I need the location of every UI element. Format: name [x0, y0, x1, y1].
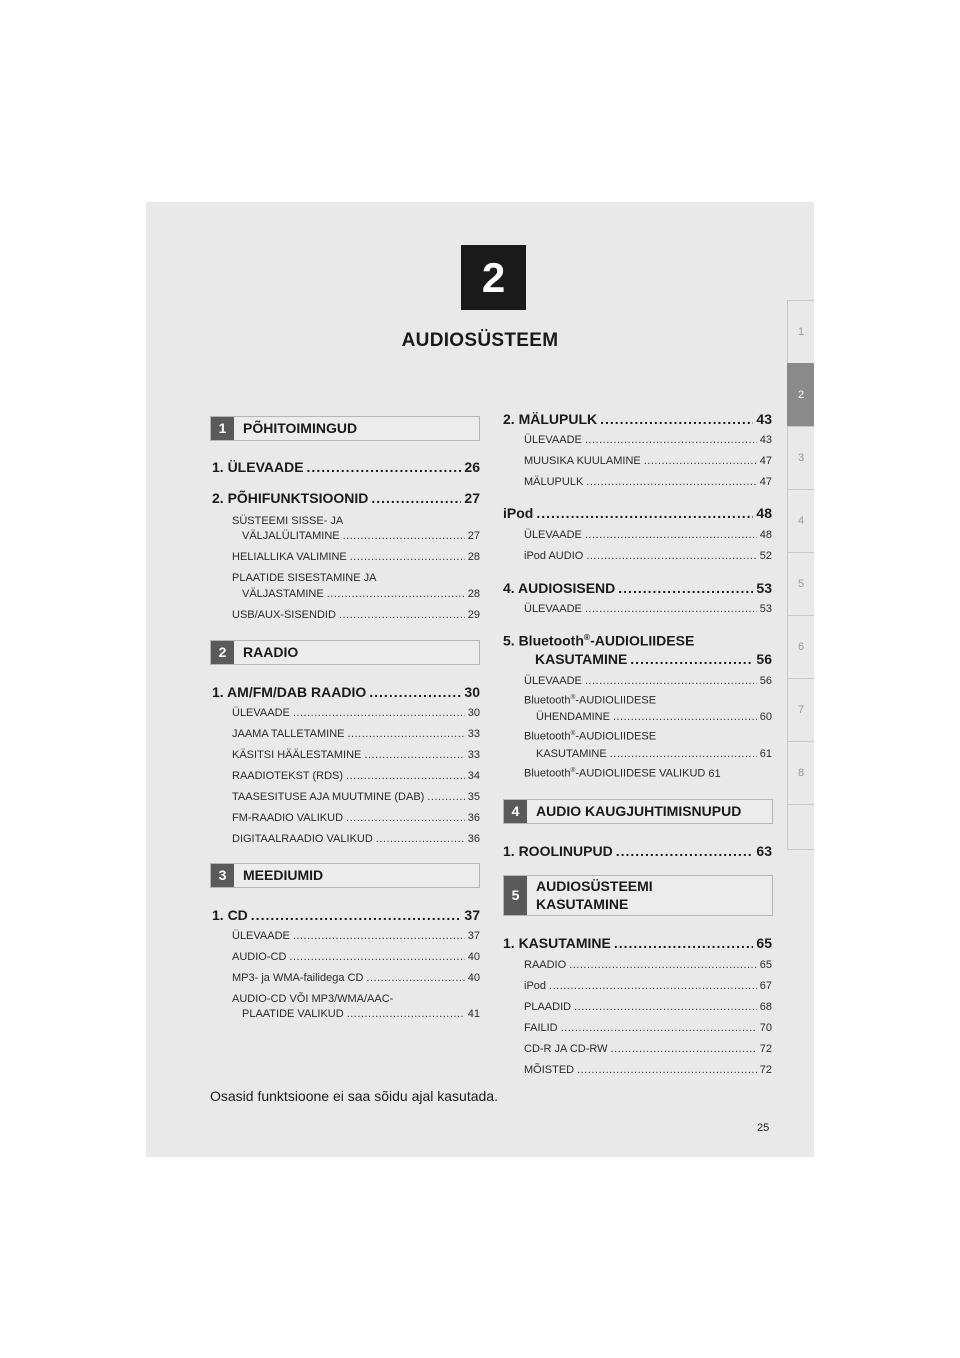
toc-entry-title: 1. ROOLINUPUD	[503, 843, 613, 859]
toc-sub-entry[interactable]	[524, 1001, 772, 1013]
toc-sub-page: 56	[759, 675, 772, 687]
toc-sub-page: 67	[759, 980, 772, 992]
tab-8[interactable]: 8	[787, 741, 814, 804]
chapter-number-box: 2	[461, 245, 526, 310]
toc-sub-entry[interactable]	[232, 749, 480, 761]
toc-entry-page: 53	[756, 580, 772, 596]
toc-sub-title: iPod	[524, 980, 547, 992]
toc-sub-entry[interactable]	[524, 455, 772, 467]
toc-sub-page: 72	[759, 1064, 772, 1076]
tab-blank	[787, 804, 814, 850]
toc-sub-title: ÜLEVAADE	[524, 675, 582, 687]
toc-entry[interactable]	[503, 843, 772, 859]
toc-entry-page: 65	[756, 935, 772, 951]
section-header-4	[503, 799, 773, 824]
toc-entry-page: 63	[756, 843, 772, 859]
toc-sub-entry[interactable]	[232, 707, 480, 719]
toc-sub-page: 61	[759, 748, 772, 760]
toc-sub-title: ÜLEVAADE	[524, 434, 582, 446]
toc-sub-entry[interactable]	[524, 550, 772, 562]
toc-entry[interactable]	[212, 490, 480, 506]
section-label: RAADIO	[243, 644, 299, 660]
toc-sub-line1[interactable]	[524, 694, 656, 707]
toc-sub-page: 41	[467, 1008, 480, 1020]
toc-entry[interactable]	[503, 411, 772, 427]
toc-sub-entry[interactable]	[524, 1022, 772, 1034]
toc-sub-title: iPod AUDIO	[524, 550, 584, 562]
toc-sub-page: 65	[759, 959, 772, 971]
toc-sub-entry[interactable]	[524, 603, 772, 615]
registered-mark: ®	[583, 632, 591, 642]
toc-sub-title: KÄSITSI HÄÄLESTAMINE	[232, 749, 362, 761]
section-header-5	[503, 875, 773, 916]
toc-sub-page: 52	[759, 550, 772, 562]
toc-sub-entry[interactable]	[536, 711, 772, 723]
toc-entry-page: 27	[464, 490, 480, 506]
toc-sub-entry[interactable]	[524, 980, 772, 992]
toc-sub-line1[interactable]	[524, 730, 656, 743]
toc-sub-title: MÄLUPULK	[524, 476, 584, 488]
toc-sub-page: 34	[467, 770, 480, 782]
toc-entry[interactable]	[503, 580, 772, 596]
toc-sub-page: 30	[467, 707, 480, 719]
toc-sub-page: 72	[759, 1043, 772, 1055]
chapter-title: AUDIOSÜSTEEM	[401, 330, 559, 351]
toc-entry-title: 4. AUDIOSISEND	[503, 580, 616, 596]
toc-sub-title: KASUTAMINE	[536, 748, 607, 760]
toc-sub-entry[interactable]	[524, 959, 772, 971]
toc-entry-title: KASUTAMINE	[535, 651, 628, 667]
toc-sub-title: Bluetooth®-AUDIOLIIDESE VALIKUD	[524, 767, 706, 780]
toc-sub-title: ÜLEVAADE	[524, 529, 582, 541]
toc-sub-title: VÄLJALÜLITAMINE	[242, 530, 340, 542]
toc-sub-title: HELIALLIKA VALIMINE	[232, 551, 347, 563]
toc-sub-entry[interactable]	[232, 951, 480, 963]
toc-sub-entry[interactable]	[242, 530, 480, 542]
toc-sub-title: ÜHENDAMINE	[536, 711, 610, 723]
tab-5[interactable]: 5	[787, 552, 814, 615]
toc-sub-title: RAADIOTEKST (RDS)	[232, 770, 344, 782]
toc-sub-entry[interactable]	[232, 833, 480, 845]
toc-sub-page: 36	[467, 812, 480, 824]
toc-sub-entry[interactable]	[524, 529, 772, 541]
toc-sub-title: FM-RAADIO VALIKUD	[232, 812, 344, 824]
section-header-3	[210, 863, 480, 888]
toc-sub-page: 61	[708, 767, 721, 780]
toc-entry-title: 1. ÜLEVAADE	[212, 459, 304, 475]
toc-sub-page: 28	[467, 588, 480, 600]
toc-sub-title: RAADIO	[524, 959, 567, 971]
toc-sub-entry[interactable]	[232, 930, 480, 942]
toc-sub-entry[interactable]	[232, 609, 480, 621]
toc-sub-title: PLAATIDE VALIKUD	[242, 1008, 344, 1020]
toc-sub-entry[interactable]	[524, 1043, 772, 1055]
toc-sub-entry[interactable]	[242, 1008, 480, 1020]
toc-entry-title: 2. MÄLUPULK	[503, 411, 598, 427]
toc-sub-page: 47	[759, 455, 772, 467]
toc-entry-title: 1. AM/FM/DAB RAADIO	[212, 684, 367, 700]
toc-sub-title-rest: -AUDIOLIIDESE	[575, 694, 657, 707]
toc-sub-entry[interactable]	[232, 728, 480, 740]
toc-sub-page: 36	[467, 833, 480, 845]
toc-sub-page: 33	[467, 749, 480, 761]
toc-entry-line1[interactable]	[503, 632, 694, 649]
toc-sub-page: 43	[759, 434, 772, 446]
section-header-1	[210, 416, 480, 441]
toc-entry-page: 26	[464, 459, 480, 475]
toc-entry[interactable]	[212, 684, 480, 700]
toc-sub-page: 68	[759, 1001, 772, 1013]
toc-sub-page: 40	[467, 951, 480, 963]
toc-sub-entry[interactable]	[524, 434, 772, 446]
toc-sub-line1[interactable]: AUDIO-CD VÕI MP3/WMA/AAC-	[232, 993, 394, 1005]
toc-sub-title: TAASESITUSE AJA MUUTMINE (DAB)	[232, 791, 425, 803]
toc-sub-entry[interactable]	[232, 551, 480, 563]
toc-entry-title-rest: -AUDIOLIIDESE	[590, 632, 695, 649]
section-number: 3	[211, 864, 234, 887]
toc-sub-title: MUUSIKA KUULAMINE	[524, 455, 641, 467]
toc-sub-entry[interactable]	[524, 1064, 772, 1076]
toc-sub-title: JAAMA TALLETAMINE	[232, 728, 345, 740]
toc-sub-entry[interactable]	[524, 675, 772, 687]
toc-sub-entry[interactable]	[242, 588, 480, 600]
toc-sub-page: 53	[759, 603, 772, 615]
toc-sub-title: CD-R JA CD-RW	[524, 1043, 608, 1055]
toc-sub-title: PLAADID	[524, 1001, 572, 1013]
toc-sub-entry[interactable]	[232, 812, 480, 824]
toc-sub-title: MÕISTED	[524, 1064, 575, 1076]
page-number: 25	[757, 1122, 770, 1134]
toc-sub-title: DIGITAALRAADIO VALIKUD	[232, 833, 373, 845]
section-label: AUDIOSÜSTEEMI KASUTAMINE	[536, 878, 653, 912]
toc-entry-page: 37	[464, 907, 480, 923]
toc-sub-entry[interactable]	[232, 770, 480, 782]
toc-sub-title: AUDIO-CD	[232, 951, 287, 963]
toc-sub-entry[interactable]	[232, 791, 480, 803]
toc-entry-page: 48	[756, 505, 772, 521]
toc-sub-page: 29	[467, 609, 480, 621]
toc-sub-page: 70	[759, 1022, 772, 1034]
section-number: 4	[504, 800, 527, 823]
toc-entry-title: 1. KASUTAMINE	[503, 935, 611, 951]
toc-sub-entry[interactable]	[524, 476, 772, 488]
toc-entry-page: 56	[756, 651, 772, 667]
toc-sub-title: Bluetooth	[524, 694, 571, 707]
tab-7[interactable]: 7	[787, 678, 814, 741]
registered-mark: ®	[570, 694, 576, 701]
toc-sub-title: MP3- ja WMA-failidega CD	[232, 972, 364, 984]
toc-sub-line1[interactable]: PLAATIDE SISESTAMINE JA	[232, 572, 377, 584]
toc-sub-page: 37	[467, 930, 480, 942]
tab-3[interactable]: 3	[787, 426, 814, 489]
chapter-tabs	[787, 300, 814, 850]
toc-entry-title: iPod	[503, 505, 534, 521]
toc-sub-page: 33	[467, 728, 480, 740]
tab-4[interactable]: 4	[787, 489, 814, 552]
section-label: MEEDIUMID	[243, 867, 324, 883]
section-number: 5	[504, 876, 527, 915]
tab-6[interactable]: 6	[787, 615, 814, 678]
footnote: Osasid funktsioone ei saa sõidu ajal kasutada.	[210, 1088, 498, 1104]
toc-entry-title: 2. PÕHIFUNKTSIOONID	[212, 490, 369, 506]
toc-entry[interactable]	[503, 505, 772, 521]
toc-sub-page: 40	[467, 972, 480, 984]
toc-sub-title: VÄLJASTAMINE	[242, 588, 324, 600]
toc-sub-title: Bluetooth	[524, 730, 571, 743]
section-header-2	[210, 640, 480, 665]
toc-sub-title: ÜLEVAADE	[232, 707, 290, 719]
toc-entry-title: 5. Bluetooth	[503, 632, 584, 649]
toc-entry[interactable]	[503, 935, 772, 951]
toc-sub-line1[interactable]: SÜSTEEMI SISSE- JA	[232, 515, 344, 527]
section-label: AUDIO KAUGJUHTIMISNUPUD	[536, 803, 742, 819]
toc-sub-entry[interactable]	[536, 748, 772, 760]
toc-sub-page: 47	[759, 476, 772, 488]
tab-2[interactable]: 2	[787, 363, 814, 426]
toc-sub-page: 28	[467, 551, 480, 563]
section-number: 1	[211, 417, 234, 440]
toc-entry[interactable]	[535, 651, 772, 667]
toc-sub-entry[interactable]	[232, 972, 480, 984]
section-number: 2	[211, 641, 234, 664]
toc-entry-page: 30	[464, 684, 480, 700]
toc-sub-entry[interactable]	[524, 767, 772, 780]
toc-sub-title: ÜLEVAADE	[232, 930, 290, 942]
toc-entry-page: 43	[756, 411, 772, 427]
section-label: PÕHITOIMINGUD	[243, 420, 358, 436]
toc-sub-page: 60	[759, 711, 772, 723]
tab-1[interactable]: 1	[787, 300, 814, 363]
toc-sub-title: FAILID	[524, 1022, 558, 1034]
toc-sub-page: 35	[467, 791, 480, 803]
toc-sub-page: 48	[759, 529, 772, 541]
toc-sub-title-rest: -AUDIOLIIDESE	[575, 730, 657, 743]
toc-sub-title: ÜLEVAADE	[524, 603, 582, 615]
registered-mark: ®	[570, 730, 576, 737]
toc-entry-title: 1. CD	[212, 907, 248, 923]
toc-entry[interactable]	[212, 459, 480, 475]
toc-entry[interactable]	[212, 907, 480, 923]
toc-sub-title: USB/AUX-SISENDID	[232, 609, 336, 621]
toc-sub-page: 27	[467, 530, 480, 542]
